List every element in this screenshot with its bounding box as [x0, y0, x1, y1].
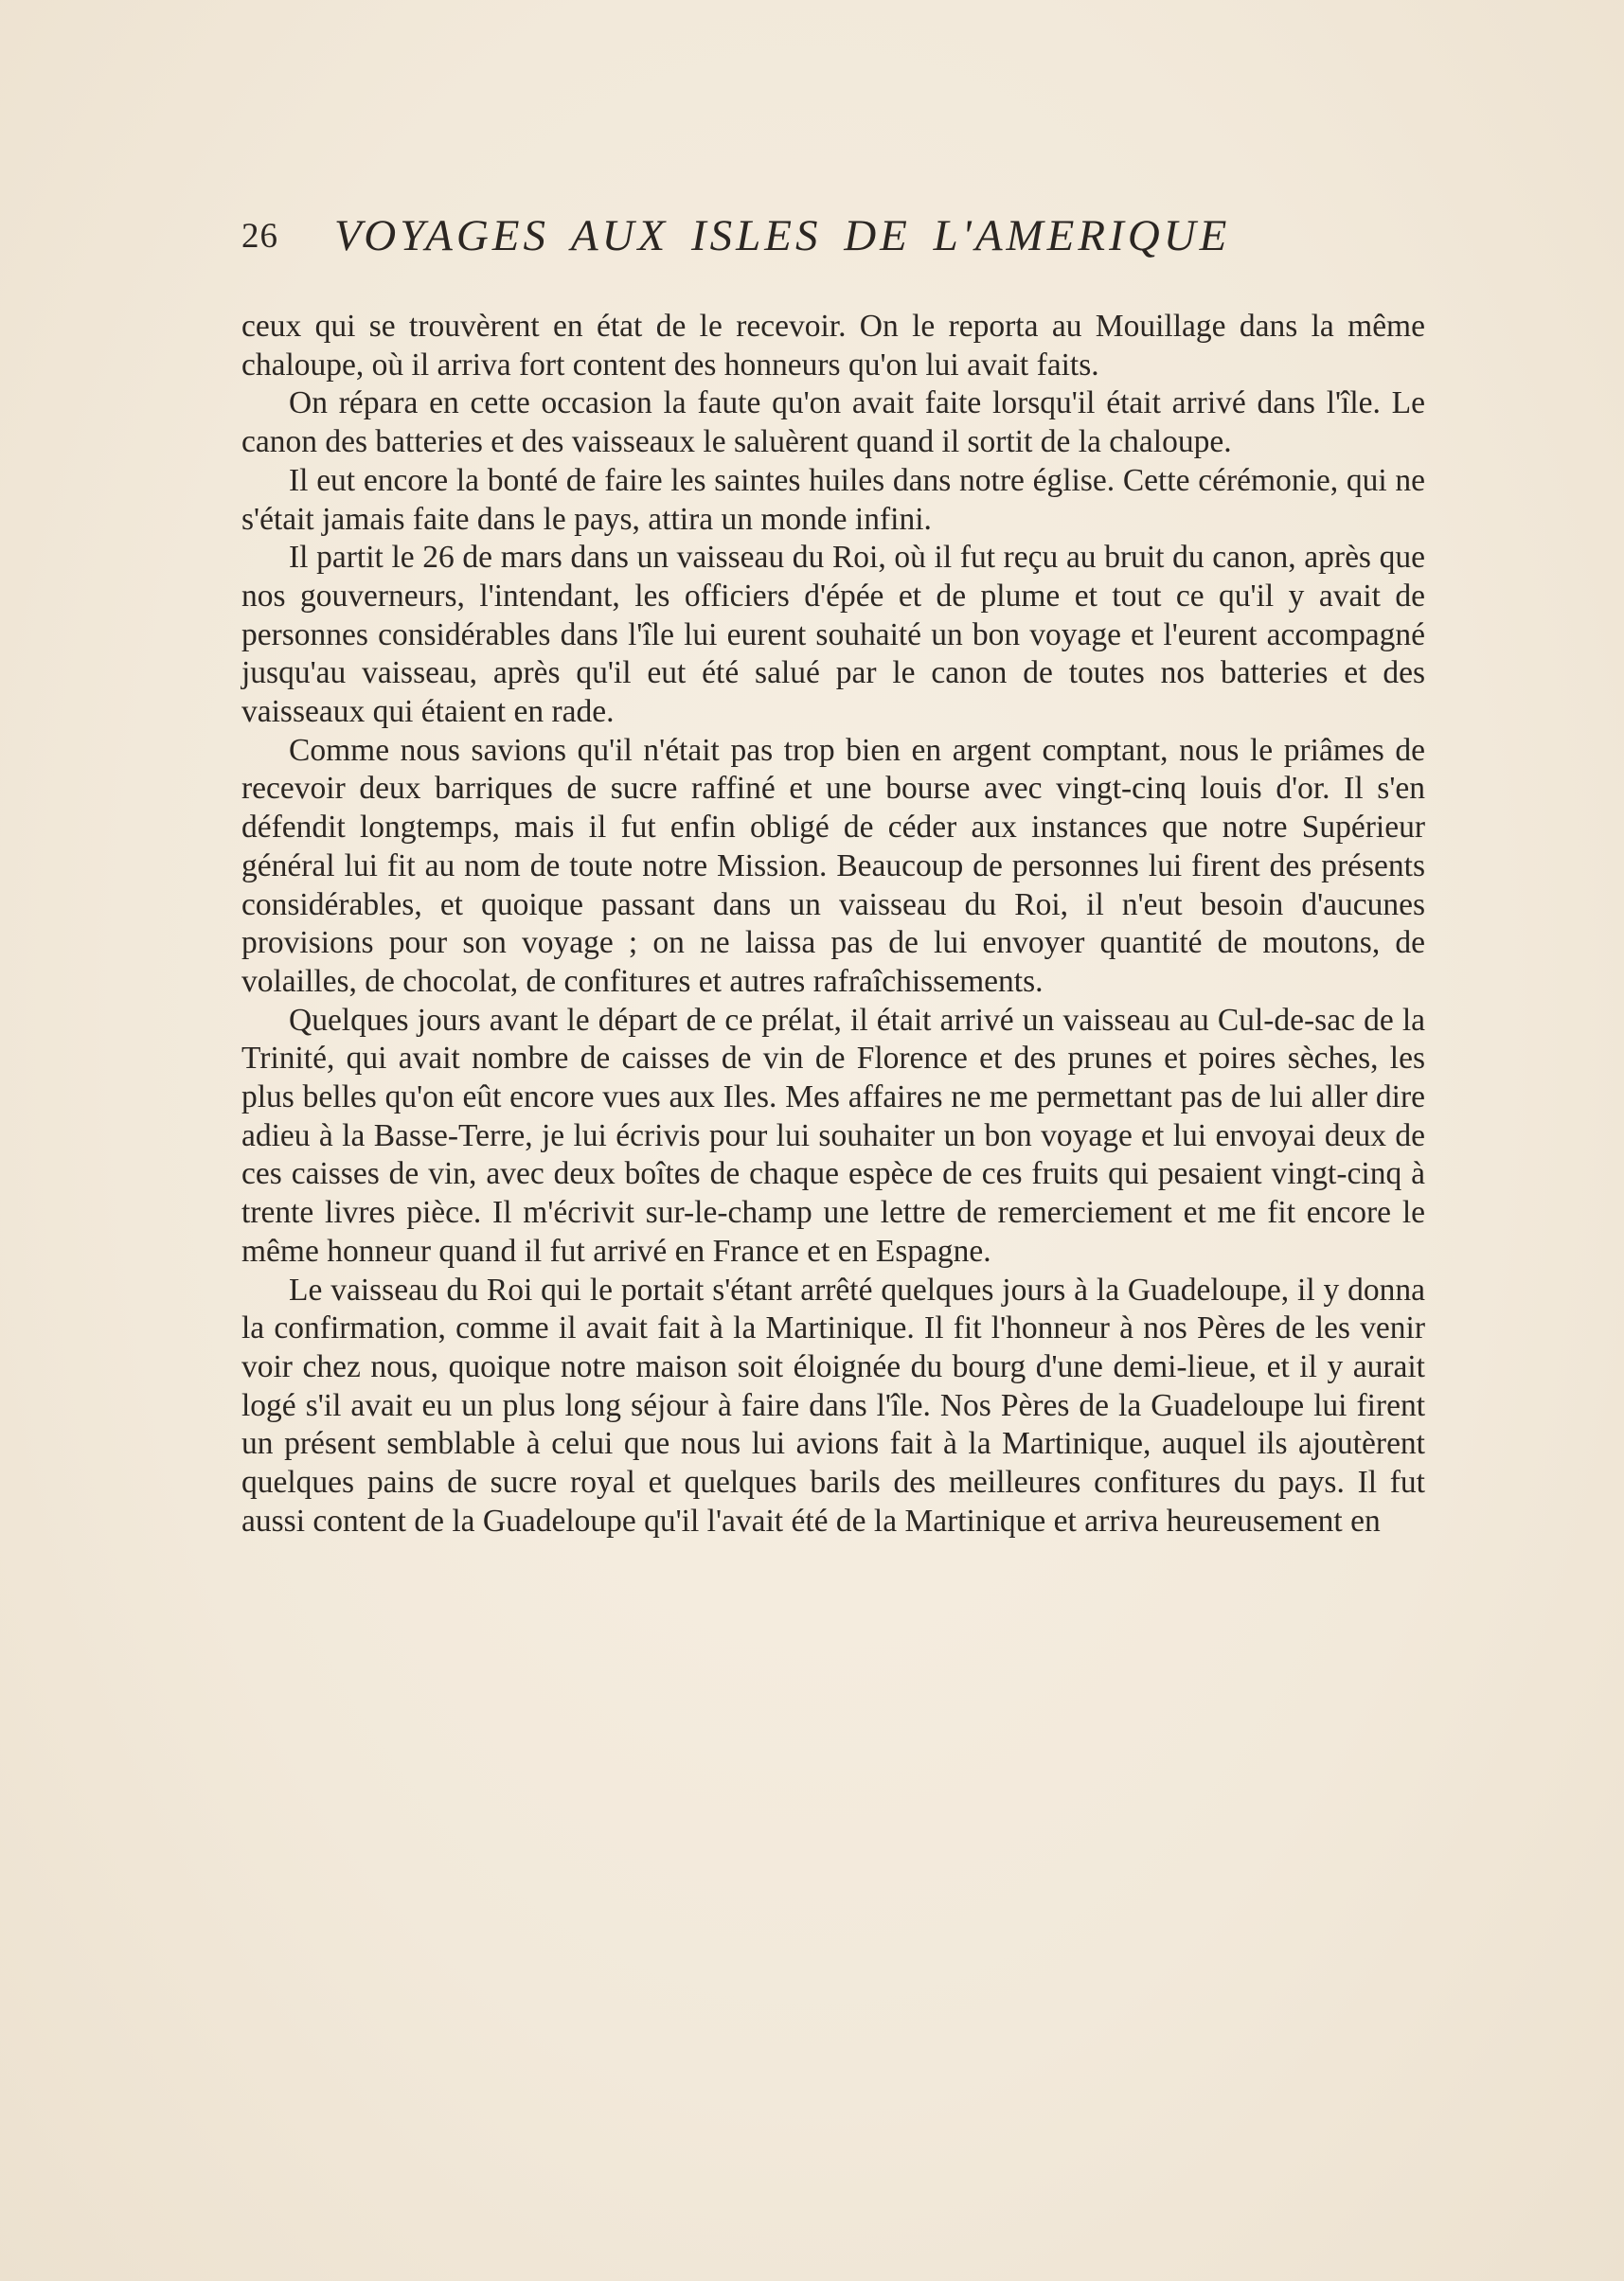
body-text	[241, 308, 1425, 1541]
paragraph-3: Il eut encore la bonté de faire les saintes huiles dans notre église. Cette cérémonie, qui ne s'était jamais faite dans le pays, attira un monde infini.	[241, 462, 1425, 537]
running-head	[241, 203, 1425, 269]
paragraph-6: Quelques jours avant le départ de ce prélat, il était arrivé un vaisseau au Cul-de-sac de la Trinité, qui avait nombre de caisses de vin de Florence et des prunes et poires sèches, les plus belles qu'on eût encore vues aux Iles. Mes affaires ne me permettant pas de lui aller dire adieu à la Basse-Terre, je lui écrivis pour lui souhaiter un bon voyage et lui envoyai deux de ces caisses de vin, avec deux boîtes de chaque espèce de ces fruits qui pesaient vingt-cinq à trente livres pièce. Il m'écrivit sur-le-champ une lettre de remerciement et me fit encore le même honneur quand il fut arrivé en France et en Espagne.	[241, 1002, 1425, 1269]
paragraph-4: Il partit le 26 de mars dans un vaisseau du Roi, où il fut reçu au bruit du canon, après que nos gouverneurs, l'intendant, les officiers d'épée et de plume et tout ce qu'il y avait de personnes considérables dans l'île lui eurent souhaité un bon voyage et l'eurent accompagné jusqu'au vaisseau, après qu'il eut été salué par le canon de toutes nos batteries et des vaisseaux qui étaient en rade.	[241, 540, 1425, 730]
page-number: 26	[241, 217, 278, 256]
running-title: VOYAGES AUX ISLES DE L'AMERIQUE	[334, 211, 1231, 260]
paragraph-2: On répara en cette occasion la faute qu'on avait faite lorsqu'il était arrivé dans l'île. Le canon des batteries et des vaisseaux le saluèrent quand il sortit de la chaloupe.	[241, 385, 1425, 460]
paragraph-1: ceux qui se trouvèrent en état de le recevoir. On le reporta au Mouillage dans la même chaloupe, où il arriva fort content des honneurs qu'on lui avait faits.	[241, 309, 1425, 383]
paragraph-5: Comme nous savions qu'il n'était pas trop bien en argent comptant, nous le priâmes de recevoir deux barriques de sucre raffiné et une bourse avec vingt-cinq louis d'or. Il s'en défendit longtemps, mais il fut enfin obligé de céder aux instances que notre Supérieur général lui fit au nom de toute notre Mission. Beaucoup de personnes lui firent des présents considérables, et quoique passant dans un vaisseau du Roi, il n'eut besoin d'aucunes provisions pour son voyage ; on ne laissa pas de lui envoyer quantité de moutons, de volailles, de chocolat, de confitures et autres rafraîchissements.	[241, 732, 1425, 999]
paragraph-7: Le vaisseau du Roi qui le portait s'étant arrêté quelques jours à la Guadeloupe, il y donna la confirmation, comme il avait fait à la Martinique. Il fit l'honneur à nos Pères de les venir voir chez nous, quoique notre maison soit éloignée du bourg d'une demi-lieue, et il y aurait logé s'il avait eu un plus long séjour à faire dans l'île. Nos Pères de la Guadeloupe lui firent un présent semblable à celui que nous lui avions fait à la Martinique, auquel ils ajoutèrent quelques pains de sucre royal et quelques barils des meilleures confitures du pays. Il fut aussi content de la Guadeloupe qu'il l'avait été de la Martinique et arriva heureusement en	[241, 1272, 1425, 1539]
